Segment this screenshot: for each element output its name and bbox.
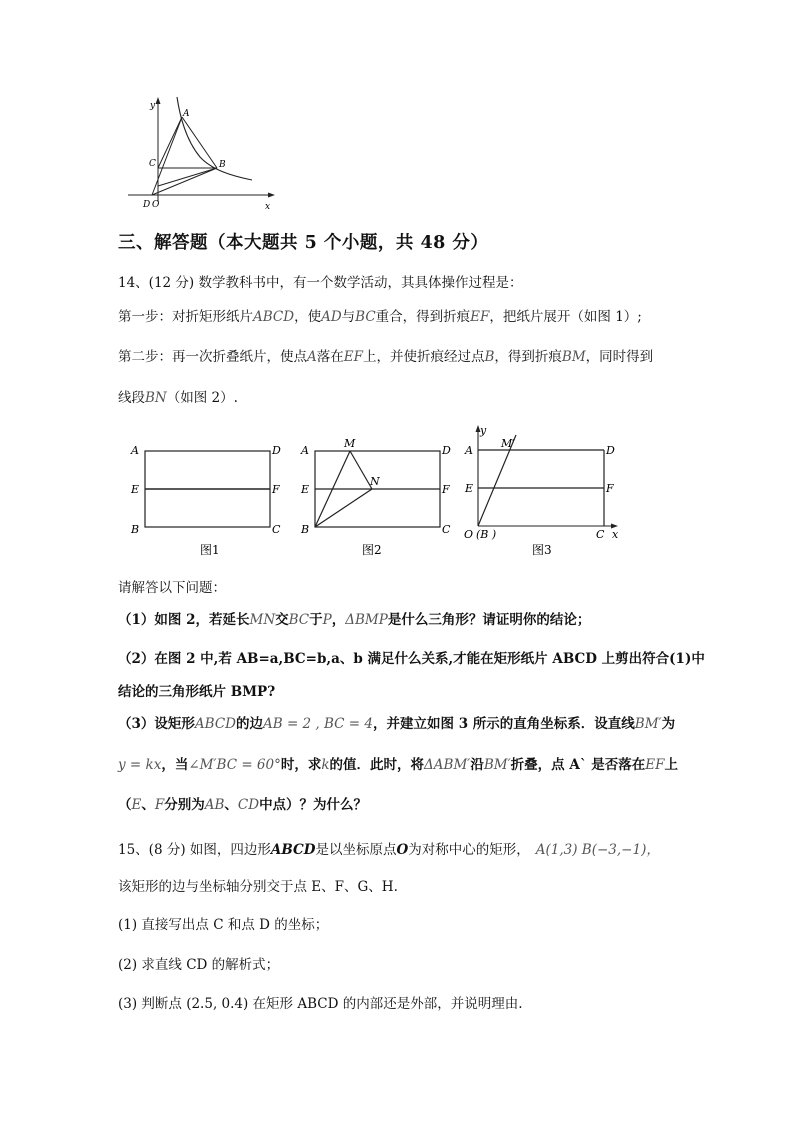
fig3-label-mprime: M′ bbox=[501, 437, 515, 450]
fig3-label-y: y bbox=[480, 424, 487, 437]
point-d-label: D bbox=[143, 200, 151, 210]
origin-label: O bbox=[152, 200, 160, 210]
fig1-caption: 图1 bbox=[200, 543, 220, 557]
fig2-caption: 图2 bbox=[362, 543, 382, 557]
fig2-label-c: C bbox=[442, 523, 451, 536]
point-b-label: B bbox=[219, 160, 226, 170]
point-c-label: C bbox=[149, 159, 156, 169]
fig3-label-f: F bbox=[606, 482, 614, 495]
q15-line2: 该矩形的边与坐标轴分别交于点 E、F、G、H. bbox=[118, 879, 398, 895]
fig2-label-d: D bbox=[442, 444, 451, 457]
q15-intro: 15、(8 分) 如图，四边形ABCD是以坐标原点O为对称中心的矩形， A(1,3) B(−3,−1)， bbox=[118, 842, 660, 858]
q15-part1: (1) 直接写出点 C 和点 D 的坐标； bbox=[118, 917, 329, 933]
fig1-label-b: B bbox=[131, 523, 140, 536]
q14-part1: （1）如图 2，若延长MN交BC于P，ΔBMP是什么三角形？请证明你的结论； bbox=[118, 612, 591, 628]
x-axis-label: x bbox=[265, 202, 271, 212]
fig2-label-m: M bbox=[344, 437, 356, 450]
fig2-label-e: E bbox=[301, 483, 310, 496]
fig1-label-e: E bbox=[131, 483, 140, 496]
q14-step2-cont: 线段BN（如图 2）. bbox=[118, 390, 238, 406]
q14-step1: 第一步：对折矩形纸片ABCD，使AD与BC重合，得到折痕EF，把纸片展开（如图 1）; bbox=[118, 309, 642, 325]
hyperbola-graph bbox=[120, 92, 285, 217]
fig1-label-f: F bbox=[272, 483, 280, 496]
q14-step2: 第二步：再一次折叠纸片，使点A落在EF上，并使折痕经过点B，得到折痕BM，同时得到 bbox=[118, 349, 654, 365]
fig2-label-f: F bbox=[442, 483, 450, 496]
q14-part2-line2: 结论的三角形纸片 BMP? bbox=[118, 684, 276, 700]
fig3-caption: 图3 bbox=[532, 543, 552, 557]
fig2-label-n: N bbox=[370, 475, 380, 488]
fig3-label-x: x bbox=[612, 528, 619, 541]
q15-part3: (3) 判断点 (2.5, 0.4) 在矩形 ABCD 的内部还是外部，并说明理由. bbox=[118, 996, 523, 1012]
q14-prompt: 请解答以下问题： bbox=[118, 580, 226, 596]
q15-part2: (2) 求直线 CD 的解析式； bbox=[118, 957, 280, 973]
fig3-label-b: (B ) bbox=[476, 528, 497, 541]
fig2-label-b: B bbox=[301, 523, 310, 536]
fig1-label-d: D bbox=[272, 444, 281, 457]
figure-2 bbox=[290, 430, 460, 560]
figure-3 bbox=[458, 420, 628, 560]
fig2-label-a: A bbox=[301, 444, 309, 457]
fig1-label-c: C bbox=[272, 523, 281, 536]
fig3-label-a: A bbox=[465, 444, 473, 457]
figure-1 bbox=[120, 430, 290, 560]
y-axis-label: y bbox=[150, 101, 156, 111]
q14-intro: 14、(12 分) 数学教科书中，有一个数学活动，其具体操作过程是： bbox=[118, 275, 523, 291]
q14-part3-line1: （3）设矩形ABCD的边AB = 2 , BC = 4，并建立如图 3 所示的直角坐标系．设直线BM′为 bbox=[118, 716, 676, 732]
fig1-label-a: A bbox=[131, 444, 139, 457]
q14-part3-line3: （E、F分别为AB、CD中点）？为什么？ bbox=[118, 797, 368, 813]
fig3-label-d: D bbox=[606, 444, 615, 457]
fig3-label-o: O bbox=[464, 528, 474, 541]
fig3-label-e: E bbox=[465, 482, 474, 495]
q14-part3-line2: y = kx，当∠M′BC = 60°时，求k的值．此时，将ΔABM′沿BM′折叠，点 A` 是否落在EF上 bbox=[118, 757, 679, 773]
point-a-label: A bbox=[183, 109, 190, 119]
fig3-label-c: C bbox=[596, 528, 605, 541]
q14-part2-line1: （2）在图 2 中,若 AB=a,BC=b,a、b 满足什么关系,才能在矩形纸片 ABCD 上剪出符合(1)中 bbox=[118, 651, 705, 667]
section-title: 三、解答题（本大题共 5 个小题，共 48 分） bbox=[118, 233, 489, 253]
